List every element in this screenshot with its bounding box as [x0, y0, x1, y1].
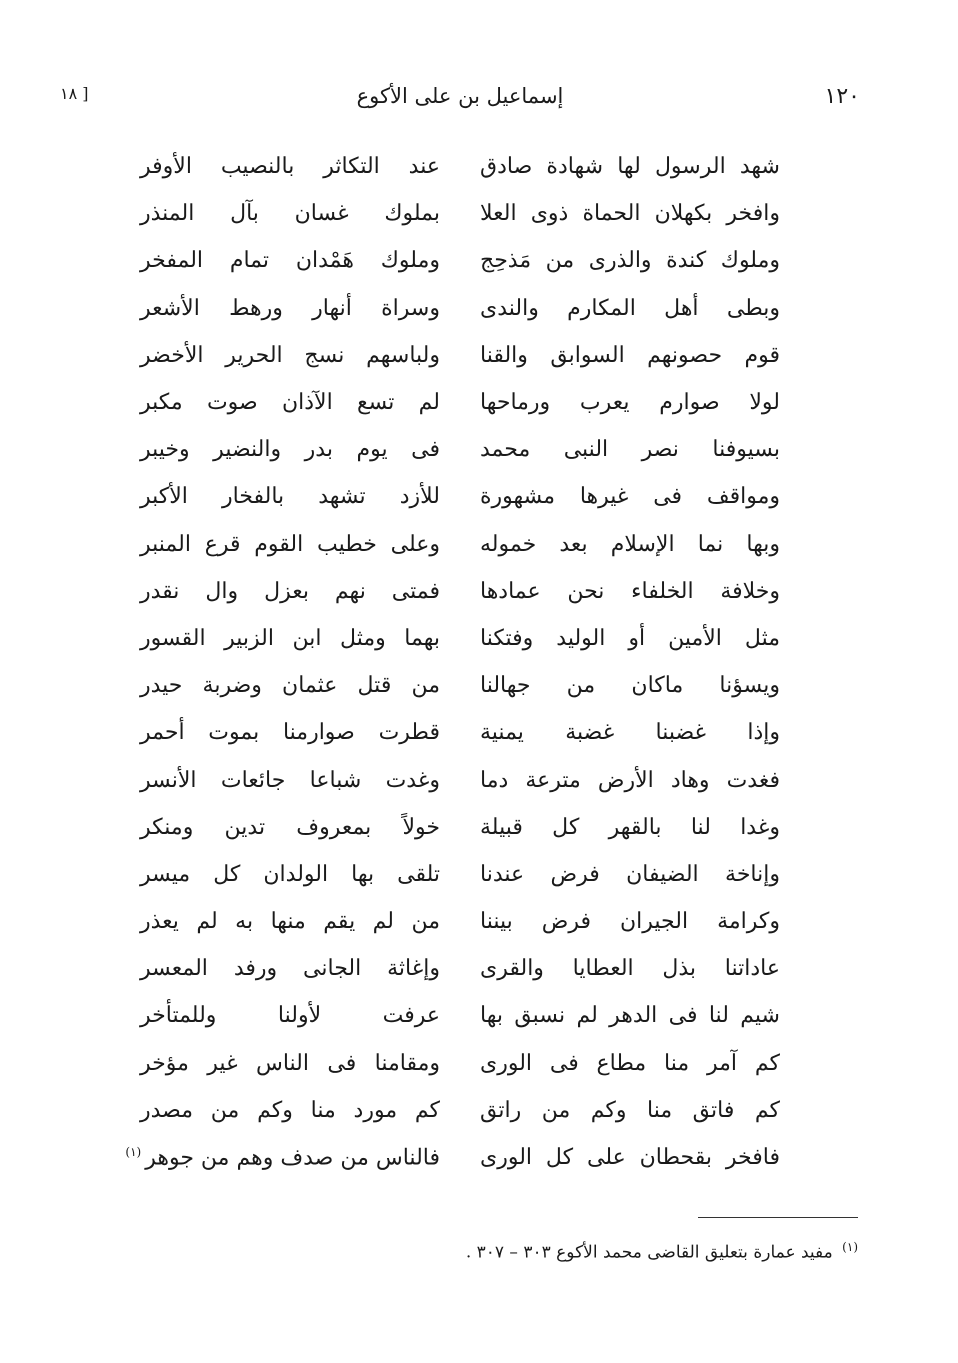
- second-hemistich: [140, 815, 440, 840]
- first-hemistich: قوم حصونهم السوابق والقنا: [480, 342, 780, 368]
- second-hemistich-text: وإغاثة الجانى ورفد المعسر: [140, 956, 440, 982]
- second-hemistich-text: ولباسهم نسج الحرير الأخضر: [140, 342, 440, 368]
- second-hemistich: [140, 579, 440, 604]
- second-hemistich-text: فى يوم بدر والنضير وخيبر: [140, 437, 440, 463]
- second-hemistich-text: فالناس من صدف وهم من جوهر: [145, 1145, 440, 1171]
- first-hemistich: وغدا لنا بالقهر كل قبيلة: [480, 814, 780, 840]
- first-hemistich: عاداتنا بذل العطايا والقرى: [480, 956, 780, 982]
- first-hemistich: وافخر بكهلان الحماة ذوى العلا: [480, 201, 780, 227]
- verse-row: [140, 662, 780, 709]
- second-hemistich-text: وغدت شباعا جائعات الأنسر: [140, 767, 440, 793]
- second-hemistich-text: لم تسع الآذان صوت مكبر: [140, 390, 440, 416]
- page-number: ١٢٠: [824, 84, 860, 109]
- first-hemistich: وبها نما الإسلام بعد خموله: [480, 531, 780, 557]
- second-hemistich: [140, 1051, 440, 1076]
- second-hemistich: [140, 201, 440, 226]
- verse-row: [140, 426, 780, 473]
- second-hemistich: [140, 720, 440, 745]
- second-hemistich: [140, 862, 440, 887]
- second-hemistich: [140, 1003, 440, 1028]
- poem: [125, 143, 780, 1181]
- first-hemistich: وكرامة الجيران فرض بيننا: [480, 909, 780, 935]
- verse-row: [140, 992, 780, 1039]
- verse-row: [140, 898, 780, 945]
- second-hemistich-text: عند التكاثر بالنصيب الأوفر: [140, 154, 440, 180]
- second-hemistich-text: خولاً بمعروف تدين ومنكر: [140, 814, 440, 840]
- verse-row: [140, 804, 780, 851]
- second-hemistich-text: وسراة أنهار ورهط الأشعر: [140, 295, 440, 321]
- verse-row: [140, 709, 780, 756]
- first-hemistich: مثل الأمين أو الوليد وفتكنا: [480, 625, 780, 651]
- footnote-text: مفيد عمارة بتعليق القاضى محمد الأكوع ٣٠٣ – ٣٠٧ .: [465, 1242, 833, 1263]
- second-hemistich: [140, 390, 440, 415]
- second-hemistich: [140, 343, 440, 368]
- verse-row: [125, 1134, 780, 1181]
- second-hemistich: [140, 1098, 440, 1123]
- second-hemistich-text: كم مورد منا وكم من مصدر: [140, 1097, 440, 1123]
- verse-row: [140, 379, 780, 426]
- second-hemistich: [140, 248, 440, 273]
- verse-row: [140, 237, 780, 284]
- footnote-reference: (١): [125, 1144, 142, 1159]
- second-hemistich-text: للأزد تشهد بالفخار الأكبر: [140, 484, 440, 510]
- second-hemistich-text: وملوك هَمْدان تمام المفخر: [140, 248, 440, 274]
- second-hemistich: [140, 768, 440, 793]
- second-hemistich-text: تلقى بها الولدان كل ميسر: [140, 861, 440, 887]
- verse-row: [140, 945, 780, 992]
- running-title: إسماعيل بن على الأكوع: [356, 84, 564, 108]
- verse-row: [140, 1040, 780, 1087]
- verse-row: [140, 756, 780, 803]
- second-hemistich: [140, 437, 440, 462]
- first-hemistich: كم فاتق منا وكم من راتق: [480, 1097, 780, 1123]
- first-hemistich: وإناخة الضيفان فرض عندنا: [480, 861, 780, 887]
- first-hemistich: لولا صوارم يعرب ورماحها: [480, 390, 780, 416]
- verse-row: [140, 1087, 780, 1134]
- first-hemistich: ومواقف فى غيرها مشهورة: [480, 484, 780, 510]
- second-hemistich: [140, 626, 440, 651]
- second-hemistich-text: من لم يقم منها به لم يعذر: [140, 909, 440, 935]
- section-marker: [ ١٨: [60, 84, 89, 103]
- first-hemistich: وبطى أهل المكارم والندى: [480, 295, 780, 321]
- second-hemistich-text: فمتى نهم بعزل وال نقدر: [140, 578, 440, 604]
- verse-row: [140, 473, 780, 520]
- footnote-marker: (١): [842, 1240, 858, 1254]
- second-hemistich-text: بملوك غسان بآل المنذر: [140, 201, 440, 227]
- second-hemistich-text: بهما ومثل ابن الزبير القسور: [140, 625, 440, 651]
- footnote-divider: [698, 1217, 858, 1218]
- second-hemistich-text: وعلى خطيب القوم قرع المنبر: [140, 531, 440, 557]
- second-hemistich: [140, 532, 440, 557]
- second-hemistich-text: قطرت صوارمنا بموت أحمر: [140, 720, 440, 746]
- first-hemistich: بسيوفنا نصر النبى محمد: [480, 437, 780, 463]
- first-hemistich: وخلافة الخلفاء نحن عمادها: [480, 578, 780, 604]
- verse-row: [140, 285, 780, 332]
- second-hemistich: [140, 956, 440, 981]
- verse-row: [140, 332, 780, 379]
- second-hemistich-text: ومقامنا فى الناس غير مؤخر: [140, 1050, 440, 1076]
- second-hemistich: [125, 1144, 440, 1171]
- first-hemistich: فغدت وهاد الأرض مترعة دما: [480, 767, 780, 793]
- second-hemistich: [140, 154, 440, 179]
- second-hemistich: [140, 296, 440, 321]
- first-hemistich: وملوك كندة والذرى من مَذحِج: [480, 248, 780, 274]
- verse-row: [140, 851, 780, 898]
- verse-row: [140, 521, 780, 568]
- first-hemistich: وإذا غضبنا غضبة يمنية: [480, 720, 780, 746]
- second-hemistich: [140, 484, 440, 509]
- first-hemistich: شهد الرسول لها شهادة صادق: [480, 154, 780, 180]
- page-header: [60, 84, 860, 120]
- verse-row: [140, 190, 780, 237]
- verse-row: [140, 143, 780, 190]
- first-hemistich: ويسؤنا ماكان من جهالنا: [480, 673, 780, 699]
- verse-row: [140, 615, 780, 662]
- verse-row: [140, 568, 780, 615]
- second-hemistich: [140, 909, 440, 934]
- footnote: [258, 1240, 858, 1263]
- second-hemistich: [140, 673, 440, 698]
- second-hemistich-text: عرفت لأولنا وللمتأخر: [140, 1003, 440, 1029]
- first-hemistich: شيم لنا فى الدهر لم نسبق بها: [480, 1003, 780, 1029]
- first-hemistich: كم آمر منا مطاع فى الورى: [480, 1050, 780, 1076]
- first-hemistich: فافخر بقحطان على كل الورى: [480, 1145, 780, 1171]
- second-hemistich-text: من قتل عثمان وضربة حيدر: [140, 673, 440, 699]
